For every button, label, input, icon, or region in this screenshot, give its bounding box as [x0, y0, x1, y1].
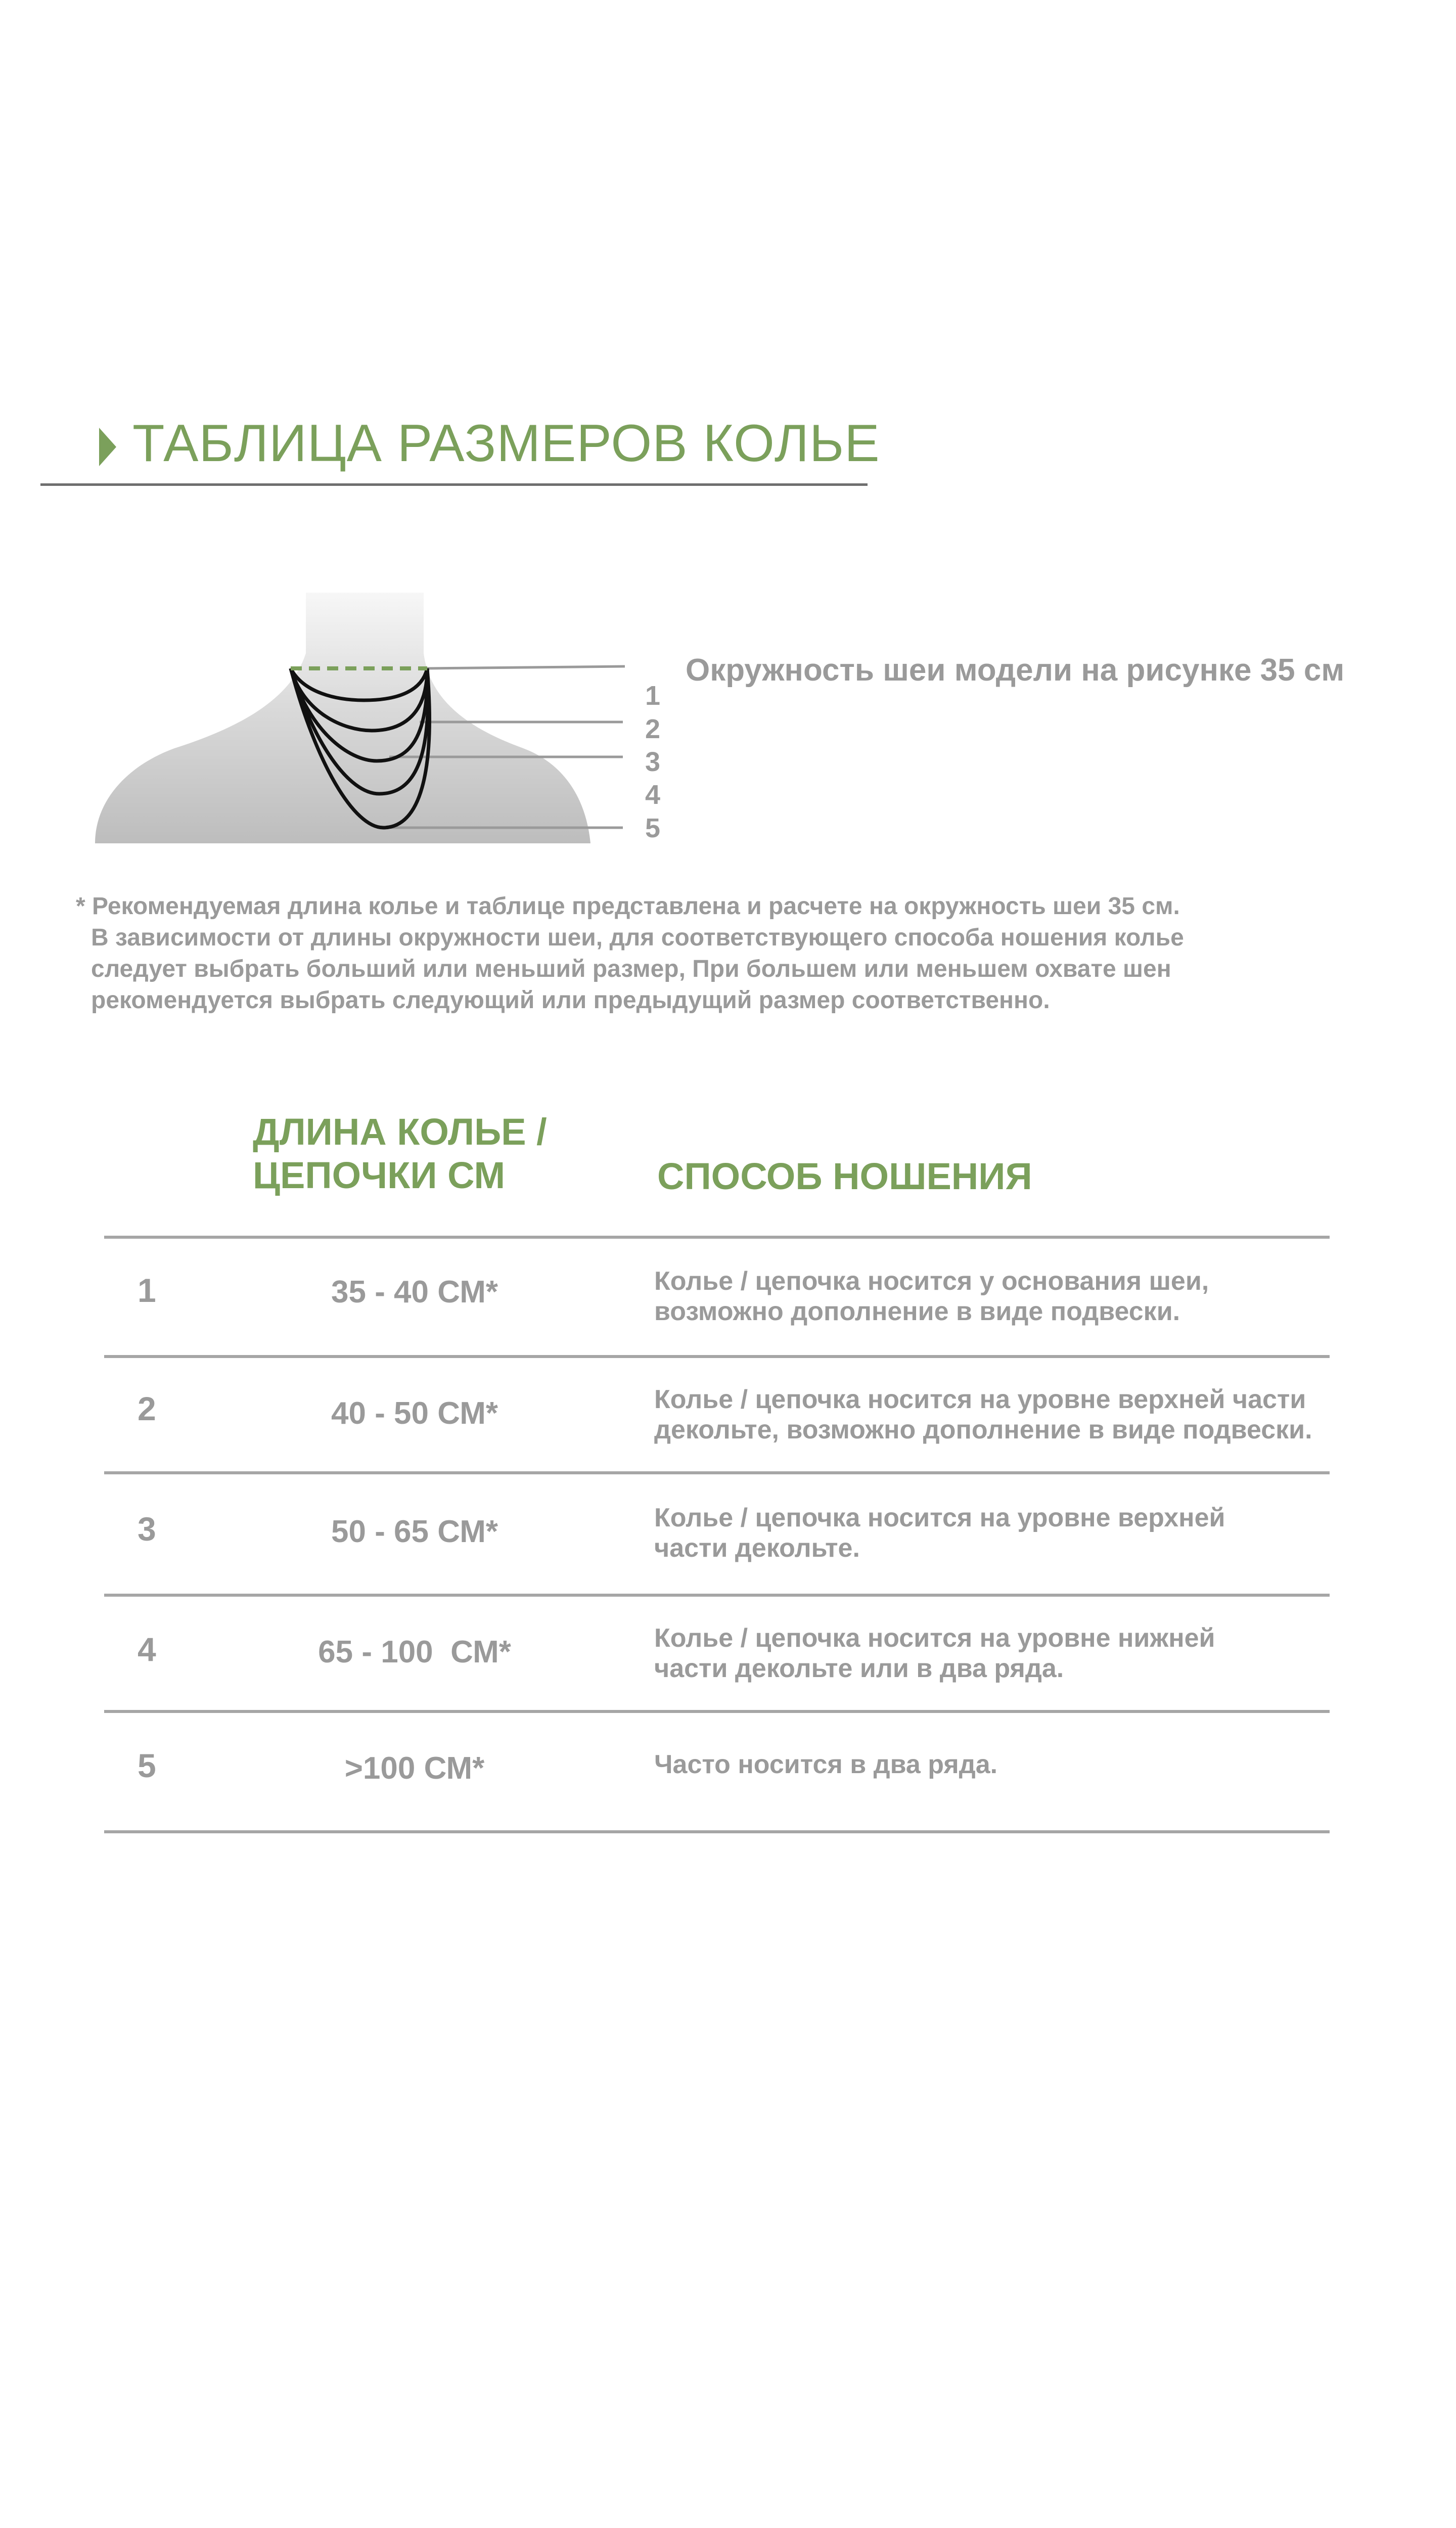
- row-description-line: части декольте.: [654, 1533, 860, 1563]
- row-description-line: Колье / цепочка носится на уровне верхней части: [654, 1385, 1306, 1414]
- row-number: 4: [138, 1631, 156, 1668]
- row-description-line: Часто носится в два ряда.: [654, 1750, 998, 1779]
- neck-silhouette: [95, 593, 590, 843]
- illustration-label-4: 4: [645, 780, 661, 810]
- table-divider: [104, 1236, 1330, 1239]
- illustration-label-2: 2: [645, 714, 661, 744]
- table-divider: [104, 1710, 1330, 1713]
- neck-circumference-caption: Окружность шеи модели на рисунке 35 см: [686, 653, 1345, 688]
- row-length: 65 - 100 СМ*: [318, 1635, 511, 1669]
- row-description: [654, 1503, 1352, 1563]
- row-description: [654, 1384, 1352, 1445]
- row-description: [654, 1623, 1352, 1684]
- illustration-label-1: 1: [645, 681, 661, 711]
- row-description-line: Колье / цепочка носится у основания шеи,: [654, 1267, 1209, 1296]
- table-divider: [104, 1355, 1330, 1358]
- header-length-line1: ДЛИНА КОЛЬЕ /: [253, 1111, 547, 1153]
- row-description-line: части декольте или в два ряда.: [654, 1654, 1064, 1683]
- note-line: В зависимости от длины окружности шеи, для соответствующего способа ношения колье: [91, 924, 1184, 951]
- row-length: 35 - 40 СМ*: [331, 1275, 498, 1310]
- table-divider: [104, 1594, 1330, 1597]
- row-number: 3: [138, 1510, 156, 1548]
- table-divider: [104, 1830, 1330, 1833]
- row-description-line: декольте, возможно дополнение в виде подвески.: [654, 1415, 1312, 1444]
- header-wear-method: СПОСОБ НОШЕНИЯ: [657, 1155, 1032, 1197]
- title-underline: [40, 483, 868, 486]
- row-description: [654, 1749, 1352, 1780]
- note-line: * Рекомендуемая длина колье и таблице представлена и расчете на окружность шеи 35 см.: [76, 893, 1180, 920]
- page-title: ТАБЛИЦА РАЗМЕРОВ КОЛЬЕ: [132, 414, 880, 473]
- row-length: 40 - 50 СМ*: [331, 1396, 498, 1431]
- row-description-line: Колье / цепочка носится на уровне верхней: [654, 1503, 1225, 1532]
- row-description-line: возможно дополнение в виде подвески.: [654, 1297, 1180, 1326]
- note-line: рекомендуется выбрать следующий или предыдущий размер соответственно.: [91, 987, 1050, 1014]
- table-divider: [104, 1471, 1330, 1474]
- note-line: следует выбрать больший или меньший размер, При большем или меньшем охвате шен: [91, 956, 1171, 982]
- neck-necklace-illustration-icon: [0, 556, 667, 860]
- row-number: 1: [138, 1272, 156, 1309]
- row-number: 2: [138, 1390, 156, 1427]
- row-description: [654, 1266, 1352, 1327]
- row-length: 50 - 65 СМ*: [331, 1514, 498, 1549]
- title-triangle-icon: [99, 428, 116, 466]
- row-description-line: Колье / цепочка носится на уровне нижней: [654, 1623, 1215, 1653]
- row-number: 5: [138, 1747, 156, 1784]
- recommendation-note: [76, 891, 1340, 1016]
- header-length-line2: ЦЕПОЧКИ СМ: [253, 1154, 506, 1196]
- illustration-label-3: 3: [645, 747, 661, 777]
- row-length: >100 СМ*: [344, 1751, 485, 1786]
- illustration-label-5: 5: [645, 813, 661, 843]
- leader-line-1: [427, 666, 625, 668]
- header-length: [253, 1110, 708, 1197]
